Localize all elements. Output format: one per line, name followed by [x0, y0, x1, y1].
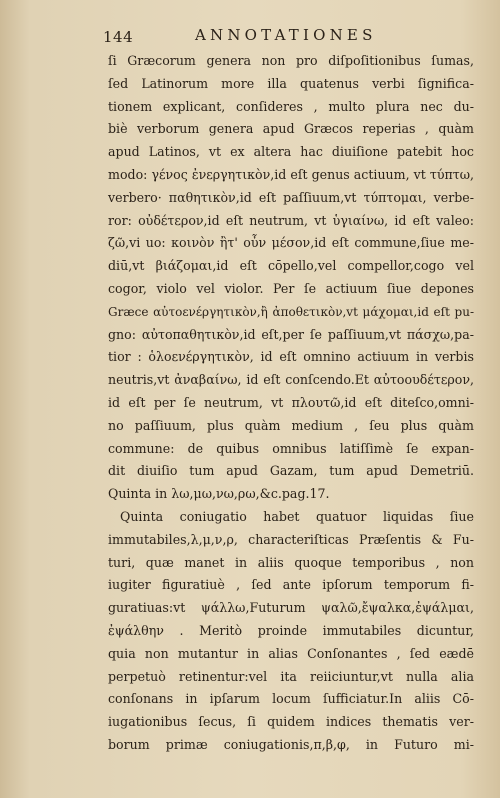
- text-line: turi, quæ manet in aliis quoque temporibus , non: [108, 554, 474, 570]
- text-line: immutabiles,λ,μ,ν,ρ, characteriſticas Præſentis & Fu-: [108, 531, 474, 547]
- text-line: iugiter figuratiuè , ſed ante ipſorum temporum fi-: [108, 577, 474, 593]
- text-line: gno: αὐτοπαθητικὸν,id eſt,per ſe paſſiuum,vt πάσχω,pa-: [108, 326, 474, 342]
- text-line: Græce αὐτοενέργητικὸν,ἢ ἀποθετικὸν,vt μάχομαι,id eſt pu-: [108, 304, 474, 319]
- page-header: [103, 24, 463, 46]
- text-line: ror: οὐδέτερον,id eſt neutrum, vt ὑγιαίνω, id eſt valeo:: [108, 212, 474, 228]
- body-text: [108, 50, 474, 757]
- page-number: 144: [103, 28, 134, 46]
- text-line: cogor, violo vel violor. Per ſe actiuum ſiue depones: [108, 280, 474, 296]
- text-line: id eſt per ſe neutrum, vt πλουτῶ,id eſt diteſco,omni-: [108, 394, 474, 410]
- text-line: modo: γένος ἐνεργητικὸν,id eſt genus actiuum, vt τύπτω,: [108, 166, 474, 182]
- text-line: verbero· παθητικὸν,id eſt paſſiuum,vt τύπτομαι, verbe-: [108, 189, 474, 205]
- text-line: conſonans in ipſarum locum ſufficiatur.In aliis Cō-: [108, 691, 474, 707]
- text-line: neutris,vt ἀναβαίνω, id eſt conſcendo.Et αὐτοουδέτερον,: [108, 372, 474, 388]
- text-line: ἐψάλθην . Meritò proinde immutabiles dicuntur,: [108, 622, 474, 638]
- text-line: quia non mutantur in alias Conſonantes , ſed eædē: [108, 645, 474, 661]
- text-line: Quinta coniugatio habet quatuor liquidas ſiue: [120, 508, 474, 524]
- text-line: guratiuas:vt ψάλλω,Futurum ψαλῶ,ἔψαλκα,ἐψάλμαι,: [108, 600, 474, 616]
- text-line: biè verborum genera apud Græcos reperias , quàm: [108, 121, 474, 137]
- text-line: ζῶ,vi uo: κοινὸν ἢτ' οὖν μέσον,id eſt commune,ſiue me-: [108, 235, 474, 251]
- text-line: dit diuiſio tum apud Gazam, tum apud Demetriū.: [108, 463, 474, 479]
- text-line: apud Latinos, vt ex altera hac diuiſione patebit hoc: [108, 144, 474, 160]
- text-line: tionem explicant, conſideres , multo plura nec du-: [108, 98, 474, 114]
- text-line: Quinta in λω,μω,νω,ρω,&c.pag.17.: [108, 486, 330, 502]
- text-line: iugationibus ſecus, ſi quidem indices thematis ver-: [108, 714, 474, 730]
- text-line: ſed Latinorum more illa quatenus verbi ſignifica-: [108, 75, 474, 91]
- text-line: borum primæ coniugationis,π,β,φ, in Futuro mi-: [108, 736, 474, 752]
- text-line: ſi Græcorum genera non pro diſpoſitionibus ſumas,: [108, 53, 474, 68]
- text-line: no paſſiuum, plus quàm medium , ſeu plus quàm: [108, 417, 474, 433]
- text-line: tior : ὁλοενέργητικὸν, id eſt omnino actiuum in verbis: [108, 349, 474, 365]
- text-line: commune: de quibus omnibus latiſſimè ſe expan-: [108, 440, 474, 456]
- text-line: perpetuò retinentur:vel ita reiiciuntur,vt nulla alia: [108, 668, 474, 684]
- text-line: diū,vt βιάζομαι,id eſt cōpello,vel compellor,cogo vel: [108, 258, 474, 274]
- running-head: ANNOTATIONES: [195, 26, 377, 44]
